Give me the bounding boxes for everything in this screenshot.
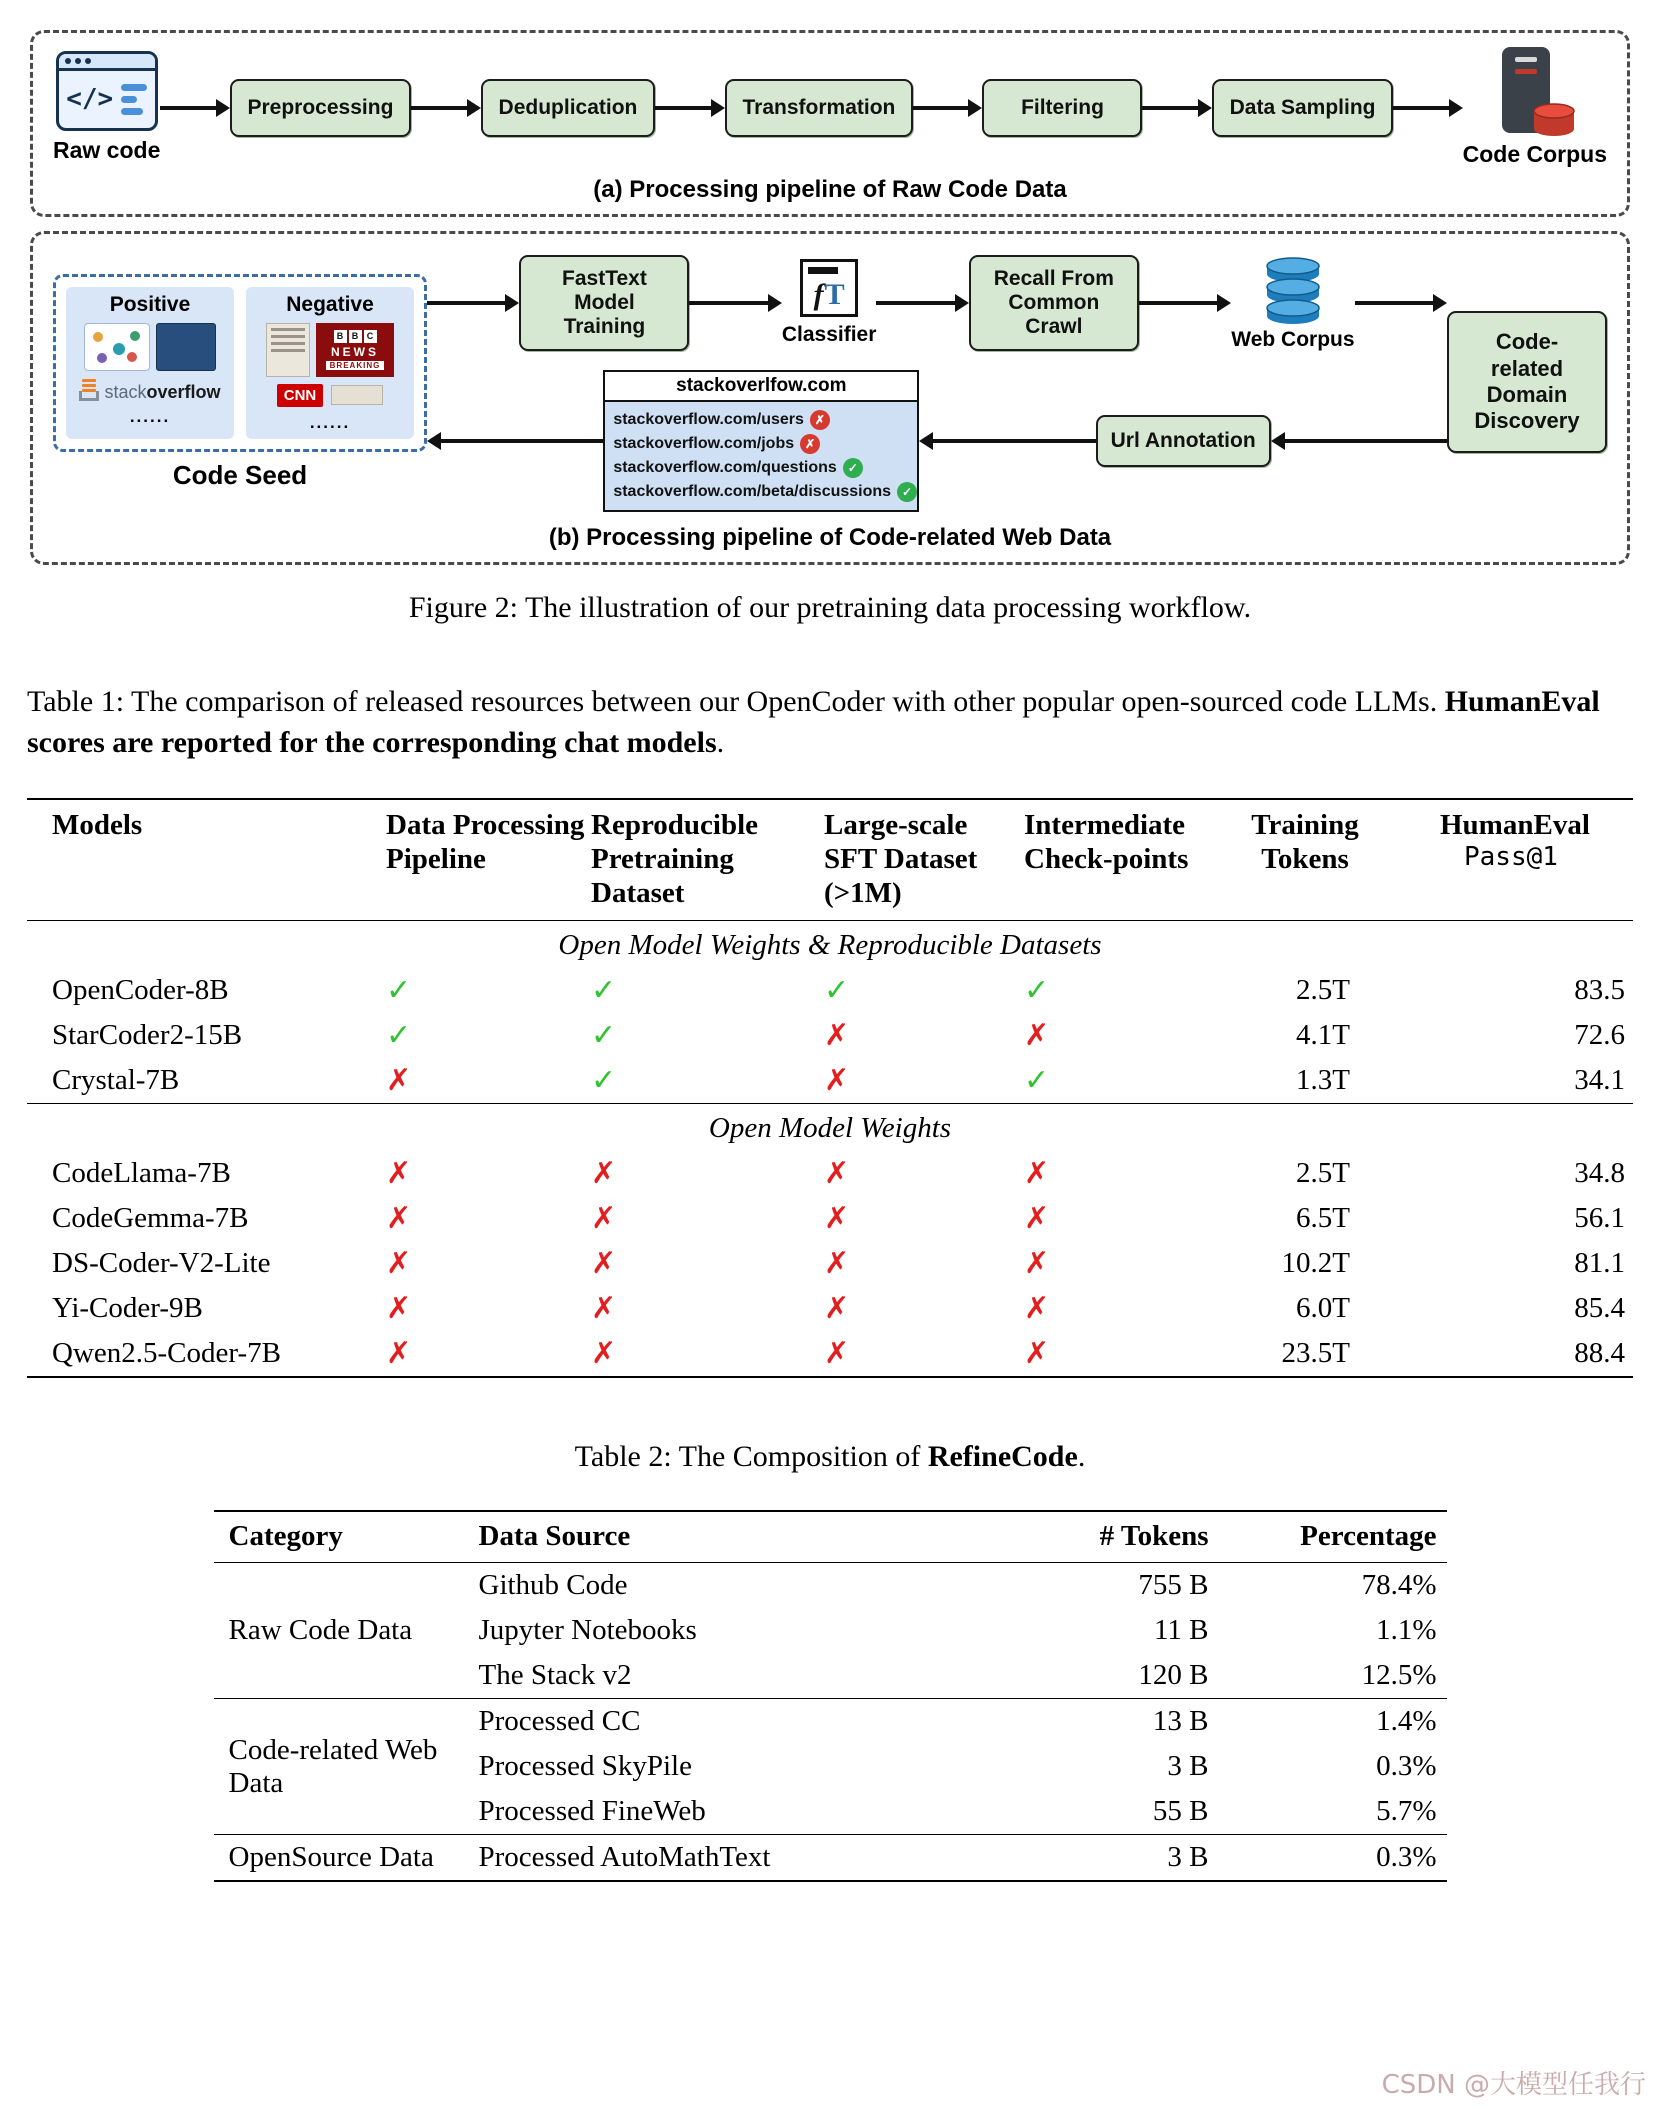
bbc-letter: B: [334, 330, 347, 343]
table-1-caption-text: Table 1: The comparison of released resources between our OpenCoder with other popular open-sourced code LLMs.: [27, 685, 1445, 718]
category-cell: Code-related Web Data: [214, 1699, 464, 1835]
tokens-cell: 11 B: [1153, 1614, 1209, 1647]
model-name: DS-Coder-V2-Lite: [52, 1247, 271, 1280]
table-row: [214, 1699, 1447, 1745]
stackoverflow-logo: [79, 379, 220, 401]
stage-filtering: Filtering: [982, 79, 1142, 137]
table-2-header-row: [214, 1511, 1447, 1563]
classifier-label: Classifier: [781, 323, 877, 346]
pipeline-b-top-row: [427, 248, 1447, 366]
arrow-right-icon: [689, 294, 781, 312]
stage-url-annotation: Url Annotation: [1096, 415, 1271, 467]
flag-mark: ✗: [1024, 1291, 1050, 1327]
url-row: [613, 408, 909, 432]
flag-mark: ✗: [1024, 1246, 1050, 1282]
percentage-cell: 78.4%: [1361, 1569, 1437, 1602]
url-row: [613, 456, 909, 480]
data-source-cell: The Stack v2: [478, 1659, 632, 1692]
flag-mark: ✓: [1024, 973, 1050, 1009]
cnn-logo: CNN: [277, 384, 324, 407]
web-corpus-node: [1231, 254, 1354, 352]
arrow-right-icon: [913, 99, 982, 117]
arrow-left-icon: [919, 432, 1095, 450]
flag-mark: ✗: [824, 1156, 850, 1192]
code-seed-box: [53, 274, 427, 452]
code-glyph: </>: [66, 84, 114, 114]
negative-label: Negative: [286, 292, 374, 316]
training-tokens: 4.1T: [1296, 1019, 1350, 1052]
flag-mark: ✗: [591, 1156, 617, 1192]
fasttext-logo-icon: [800, 259, 858, 317]
flag-mark: ✗: [1024, 1201, 1050, 1237]
arrow-right-icon: [1142, 99, 1211, 117]
raw-code-node: [53, 51, 160, 164]
stage-recall-common-crawl: Recall From Common Crawl: [969, 255, 1139, 351]
arrow-right-icon: [876, 294, 968, 312]
section-title-row: Open Model Weights: [27, 1104, 1633, 1152]
database-red-icon: [1530, 101, 1578, 139]
window-dots-icon: [59, 54, 155, 71]
flag-mark: ✗: [386, 1291, 412, 1327]
col-header-pipeline: Data Processing Pipeline: [386, 808, 585, 875]
model-name: Yi-Coder-9B: [52, 1292, 203, 1325]
figure-2-caption: Figure 2: The illustration of our pretraining data processing workflow.: [408, 591, 1252, 624]
domain-discovery-node: [1447, 311, 1607, 453]
pipeline-a-box: [30, 30, 1630, 217]
humaneval-score: 88.4: [1574, 1337, 1625, 1370]
raw-code-icon: [56, 51, 158, 131]
humaneval-score: 34.8: [1574, 1157, 1625, 1190]
category-cell: OpenSource Data: [214, 1835, 464, 1882]
flag-mark: ✗: [386, 1063, 412, 1099]
category-cell: Raw Code Data: [228, 1614, 413, 1647]
web-corpus-label: Web Corpus: [1231, 328, 1355, 351]
csdn-watermark: CSDN @大模型任我行: [1381, 2070, 1646, 2100]
flag-mark: ✓: [1024, 1063, 1050, 1099]
col-header-sft: Large-scale SFT Dataset (>1M): [824, 808, 978, 910]
humaneval-score: 56.1: [1574, 1202, 1625, 1235]
model-name: Qwen2.5-Coder-7B: [52, 1337, 281, 1370]
arrow-right-icon: [1393, 99, 1462, 117]
code-corpus-node: [1463, 47, 1607, 168]
url-text: stackoverflow.com/beta/discussions: [613, 483, 892, 500]
arrow-right-icon: [655, 99, 724, 117]
stage-data-sampling: Data Sampling: [1212, 79, 1394, 137]
table-row: [214, 1835, 1447, 1882]
stage-preprocessing: Preprocessing: [230, 79, 412, 137]
training-tokens: 23.5T: [1281, 1337, 1350, 1370]
url-text: stackoverflow.com/users: [613, 411, 804, 428]
percentage-cell: 1.1%: [1376, 1614, 1437, 1647]
table-row: [214, 1563, 1447, 1609]
training-tokens: 6.5T: [1296, 1202, 1350, 1235]
col-header-models: Models: [52, 808, 143, 841]
table-1-caption-bold: HumanEval scores are reported for the corresponding chat models: [27, 685, 1600, 760]
stackoverflow-overflow-text: overflow: [146, 381, 221, 402]
table-row: [27, 1286, 1633, 1331]
code-seed-label: Code Seed: [172, 459, 308, 490]
percentage-cell: 1.4%: [1219, 1699, 1447, 1745]
flag-mark: ✗: [386, 1201, 412, 1237]
table-row: [27, 1151, 1633, 1196]
table-row: [27, 1241, 1633, 1286]
arrow-right-icon: [1139, 294, 1231, 312]
model-name: Crystal-7B: [52, 1064, 180, 1097]
flag-mark: ✗: [824, 1246, 850, 1282]
fasttext-f-glyph: f: [813, 278, 824, 311]
table-row: [27, 1058, 1633, 1104]
col-header-percentage: Percentage: [1300, 1520, 1437, 1553]
table-1-header-row: [27, 799, 1633, 921]
data-source-cell: Processed CC: [464, 1699, 919, 1745]
model-name: CodeLlama-7B: [52, 1157, 231, 1190]
col-header-data-source: Data Source: [478, 1520, 631, 1553]
raw-code-label: Raw code: [53, 137, 161, 163]
training-tokens: 6.0T: [1296, 1292, 1350, 1325]
mindmap-thumbnail-icon: [84, 323, 150, 371]
percentage-cell: 0.3%: [1376, 1750, 1437, 1783]
training-tokens: 2.5T: [1296, 1157, 1350, 1190]
stage-transformation: Transformation: [725, 79, 914, 137]
flag-mark: ✗: [824, 1063, 850, 1099]
humaneval-score: 83.5: [1574, 974, 1625, 1007]
accepted-icon: ✓: [897, 482, 917, 502]
url-row: [613, 432, 909, 456]
url-panel-title: stackoverlfow.com: [605, 372, 917, 402]
ellipsis-dots: ......: [129, 406, 171, 426]
percentage-cell: 5.7%: [1376, 1795, 1437, 1828]
table-1: [27, 798, 1633, 1379]
col-header-pretraining: Reproducible Pretraining Dataset: [591, 808, 759, 910]
col-header-checkpoints: Intermediate Check-points: [1024, 808, 1189, 875]
table-row: [27, 968, 1633, 1013]
stage-fasttext-training: FastText Model Training: [519, 255, 689, 351]
rejected-icon: ✗: [810, 410, 830, 430]
arrow-right-icon: [427, 294, 519, 312]
bbc-news-logo: [316, 323, 394, 377]
tokens-cell: 3 B: [919, 1835, 1219, 1882]
screenshot-thumbnail-icon: [156, 323, 216, 371]
flag-mark: ✗: [591, 1246, 617, 1282]
training-tokens: 2.5T: [1296, 974, 1350, 1007]
flag-mark: ✗: [1024, 1336, 1050, 1372]
training-tokens: 1.3T: [1296, 1064, 1350, 1097]
arrow-right-icon: [411, 99, 480, 117]
negative-collage: [266, 323, 394, 377]
newspaper-thumbnail-icon: [266, 323, 310, 377]
model-name: StarCoder2-15B: [52, 1019, 243, 1052]
database-blue-icon: [1260, 254, 1326, 326]
flag-mark: ✗: [824, 1336, 850, 1372]
url-annotation-panel: [603, 370, 919, 512]
bbc-letter: C: [364, 330, 377, 343]
stage-domain-discovery: Code-related Domain Discovery: [1447, 311, 1607, 453]
stage-deduplication: Deduplication: [481, 79, 656, 137]
flag-mark: ✗: [591, 1201, 617, 1237]
table-2: [214, 1510, 1447, 1882]
humaneval-score: 85.4: [1574, 1292, 1625, 1325]
table-2-caption: Table 2: The Composition of RefineCode.: [574, 1440, 1086, 1474]
pipeline-a-flow: [53, 47, 1607, 168]
bbc-news-text: NEWS: [331, 344, 379, 359]
newspaper-strip-icon: [331, 385, 383, 405]
positive-samples-thumb: [66, 287, 234, 439]
humaneval-score: 34.1: [1574, 1064, 1625, 1097]
data-source-cell: Processed AutoMathText: [464, 1835, 919, 1882]
table-row: [27, 1196, 1633, 1241]
arrow-right-icon: [160, 99, 229, 117]
flag-mark: ✗: [386, 1156, 412, 1192]
flag-mark: ✓: [591, 1063, 617, 1099]
pipeline-a-caption: (a) Processing pipeline of Raw Code Data: [593, 176, 1067, 203]
table-row: [27, 1013, 1633, 1058]
flag-mark: ✗: [386, 1246, 412, 1282]
col-header-humaneval: HumanEval Pass@1: [1400, 799, 1633, 921]
flag-mark: ✗: [824, 1291, 850, 1327]
pipeline-b-caption: (b) Processing pipeline of Code-related Web Data: [548, 524, 1112, 551]
humaneval-score: 81.1: [1574, 1247, 1625, 1280]
code-lines-icon: [121, 84, 147, 115]
data-source-cell: Processed FineWeb: [478, 1795, 706, 1828]
accepted-icon: ✓: [843, 458, 863, 478]
tokens-cell: 55 B: [1152, 1795, 1209, 1828]
positive-collage: [84, 323, 216, 371]
data-source-cell: Github Code: [478, 1569, 628, 1602]
flag-mark: ✗: [591, 1336, 617, 1372]
flag-mark: ✓: [824, 973, 850, 1009]
url-text: stackoverflow.com/questions: [613, 459, 837, 476]
flag-mark: ✗: [824, 1018, 850, 1054]
flag-mark: ✗: [1024, 1018, 1050, 1054]
arrow-left-icon: [427, 432, 603, 450]
flag-mark: ✗: [824, 1201, 850, 1237]
pipeline-b-bottom-row: [427, 366, 1447, 516]
code-seed-node: [53, 274, 427, 491]
arrow-right-icon: [1355, 294, 1447, 312]
figure-2: [30, 30, 1630, 565]
data-source-cell: Processed SkyPile: [478, 1750, 692, 1783]
model-name: CodeGemma-7B: [52, 1202, 249, 1235]
tokens-cell: 755 B: [1138, 1569, 1209, 1602]
flag-mark: ✓: [386, 973, 412, 1009]
pipeline-b-box: [30, 231, 1630, 565]
arrow-left-icon: [1271, 432, 1447, 450]
bbc-breaking-text: BREAKING: [326, 361, 385, 370]
flag-mark: ✗: [386, 1336, 412, 1372]
training-tokens: 10.2T: [1281, 1247, 1350, 1280]
humaneval-score: 72.6: [1574, 1019, 1625, 1052]
url-row: [613, 480, 913, 504]
table-1-caption: Table 1: The comparison of released resources between our OpenCoder with other popular open-sourced code LLMs. HumanEval scores are reported for the corresponding chat models.: [27, 685, 1600, 760]
stackoverflow-stack-text: stack: [104, 381, 147, 402]
percentage-cell: 0.3%: [1219, 1835, 1447, 1882]
negative-samples-thumb: [246, 287, 414, 439]
rejected-icon: ✗: [800, 434, 820, 454]
bbc-letter: B: [349, 330, 362, 343]
flag-mark: ✗: [1024, 1156, 1050, 1192]
percentage-cell: 12.5%: [1361, 1659, 1437, 1692]
tokens-cell: 120 B: [1138, 1659, 1209, 1692]
tokens-cell: 3 B: [1167, 1750, 1209, 1783]
flag-mark: ✓: [386, 1018, 412, 1054]
col-header-tokens: # Tokens: [1099, 1520, 1209, 1553]
pipeline-b-flow: [53, 248, 1607, 516]
model-name: OpenCoder-8B: [52, 974, 229, 1007]
classifier-node: [782, 259, 877, 347]
data-source-cell: Jupyter Notebooks: [478, 1614, 697, 1647]
flag-mark: ✓: [591, 973, 617, 1009]
table-row: [27, 1331, 1633, 1377]
stackoverflow-tray-icon: [79, 379, 99, 401]
flag-mark: ✗: [591, 1291, 617, 1327]
tokens-cell: 13 B: [919, 1699, 1219, 1745]
negative-strip: [277, 384, 384, 407]
positive-label: Positive: [109, 292, 191, 316]
fasttext-t-glyph: T: [824, 278, 845, 311]
col-header-category: Category: [228, 1520, 343, 1553]
flag-mark: ✓: [591, 1018, 617, 1054]
code-corpus-label: Code Corpus: [1462, 141, 1607, 167]
url-text: stackoverflow.com/jobs: [613, 435, 795, 452]
col-header-tokens: Training Tokens: [1251, 808, 1359, 875]
pass-at-1-label: Pass@1: [1464, 842, 1558, 872]
code-corpus-icon: [1496, 47, 1574, 135]
ellipsis-dots: ......: [309, 412, 351, 432]
section-title-row: Open Model Weights & Reproducible Datasets: [558, 929, 1102, 962]
